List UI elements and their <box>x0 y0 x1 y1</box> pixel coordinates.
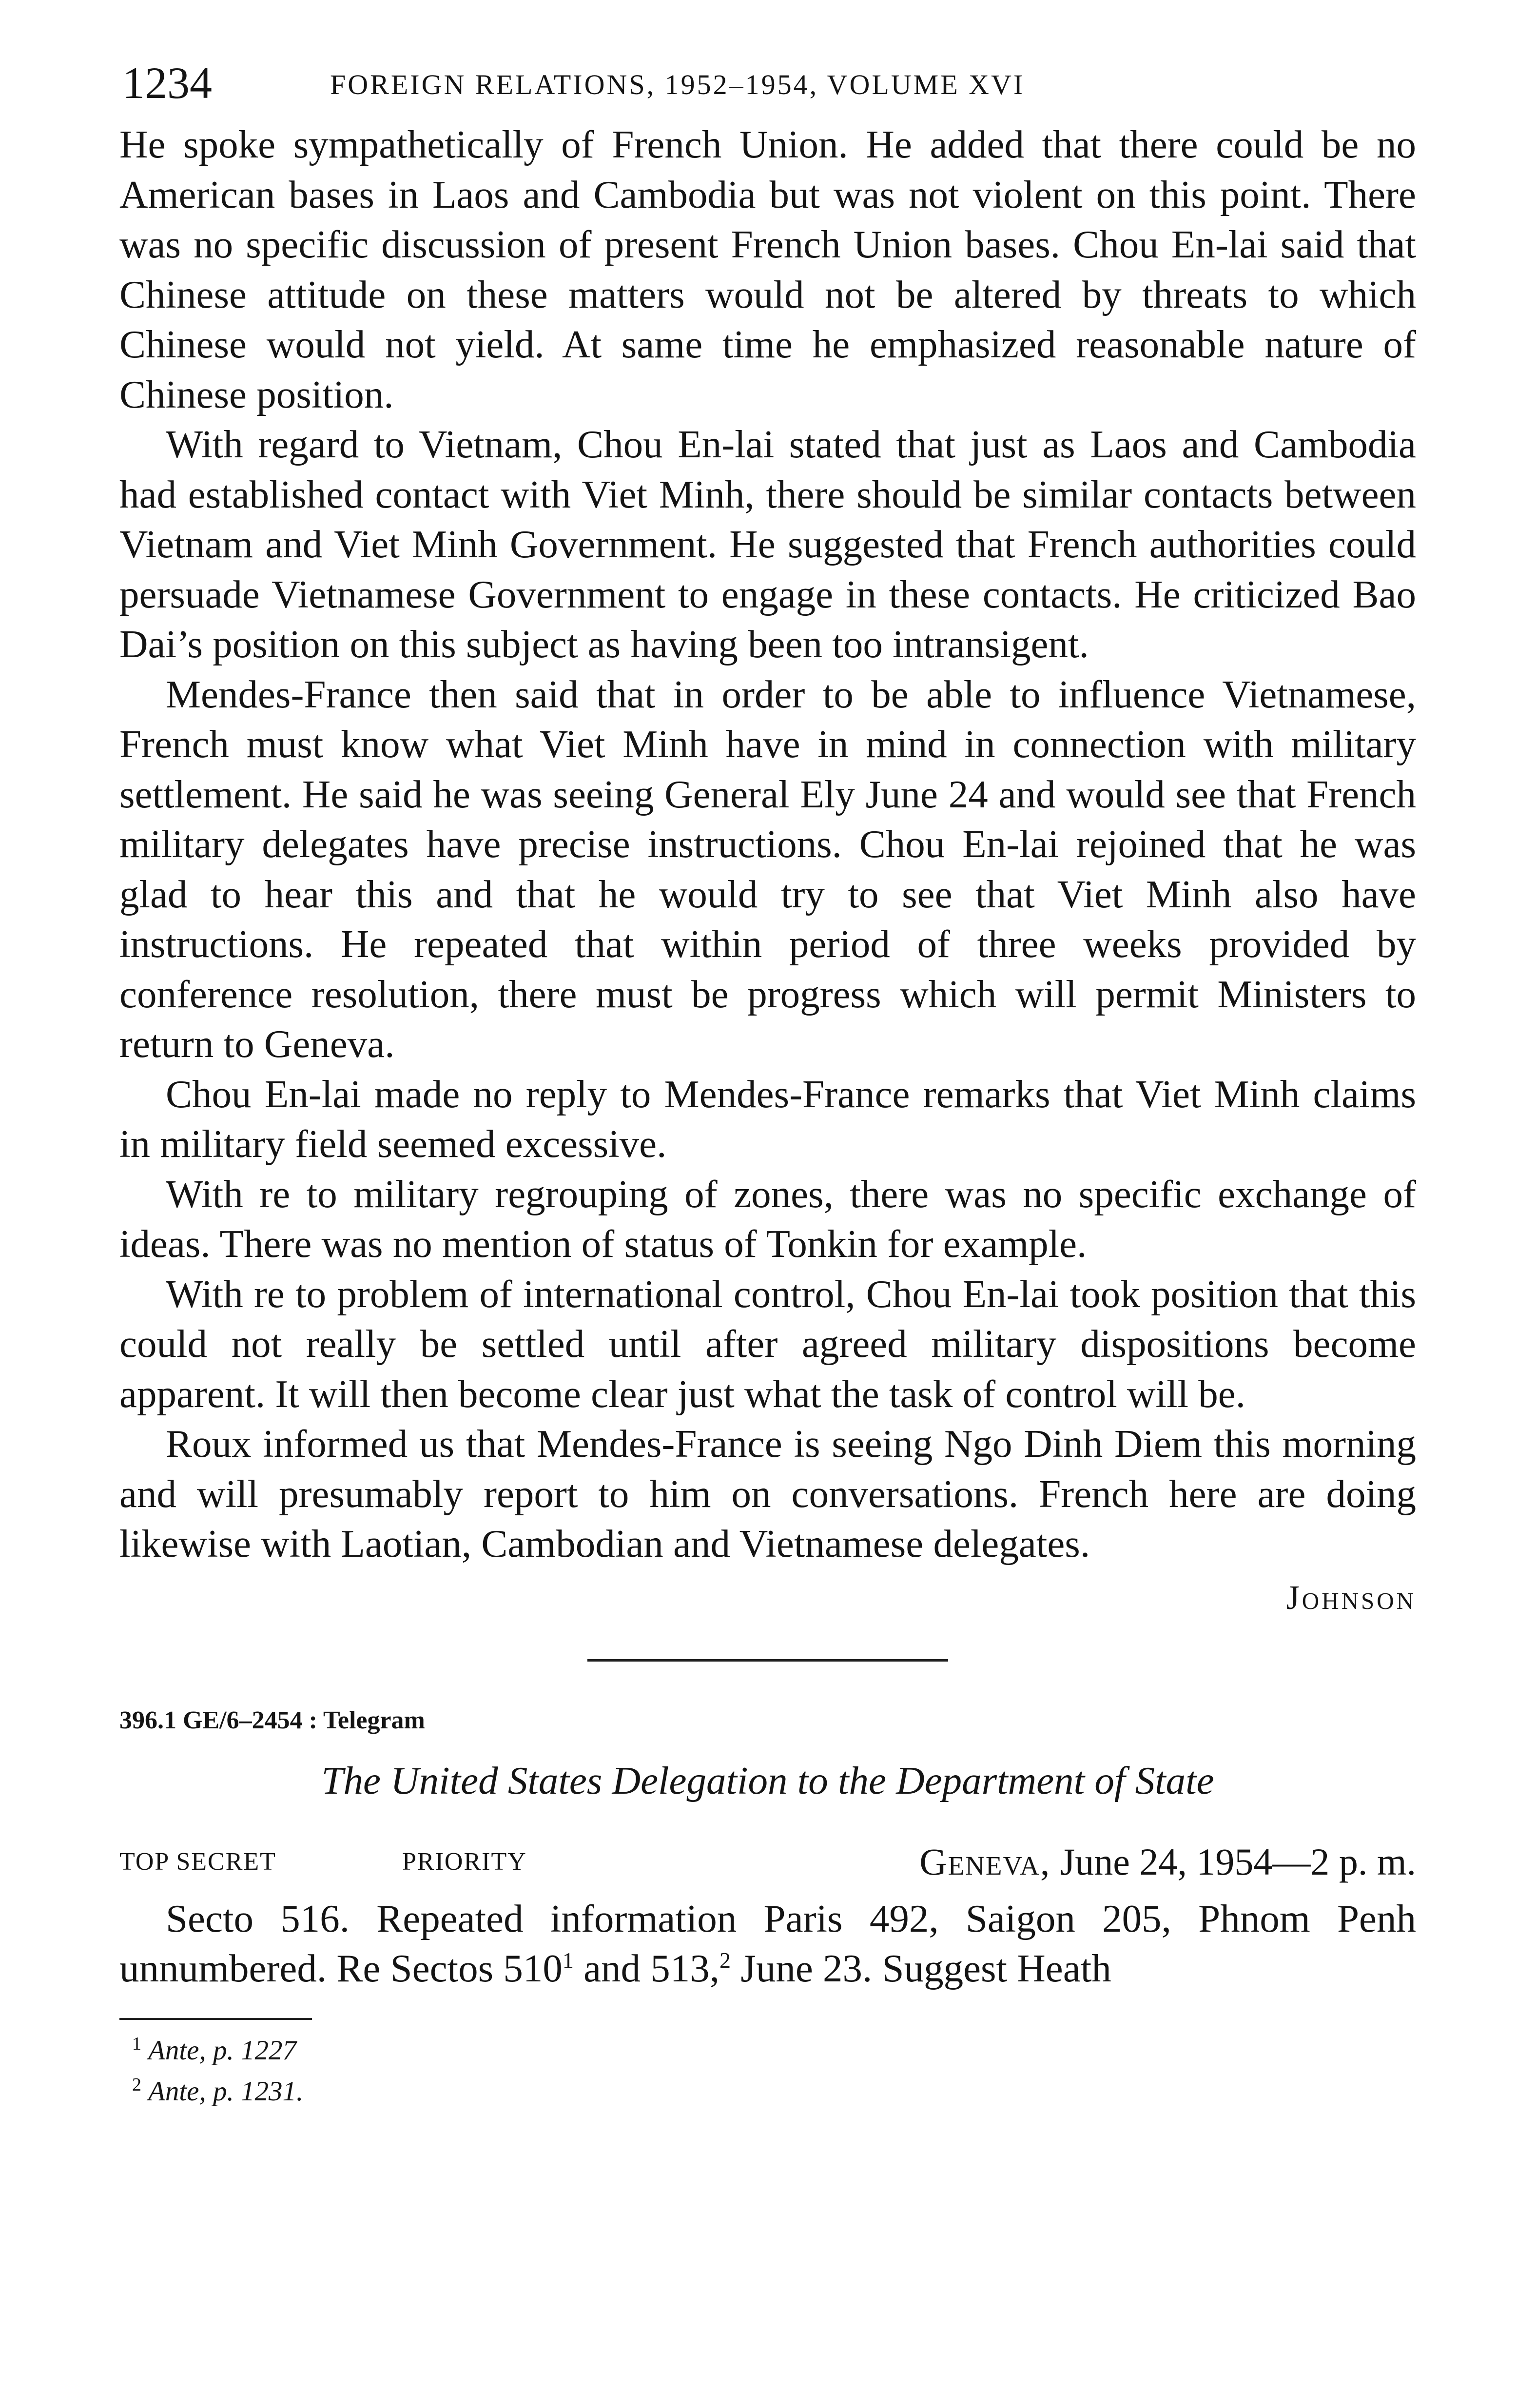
document-title: The United States Delegation to the Department of State <box>321 1758 1214 1802</box>
paragraph-6: With re to problem of international control, Chou En-lai took position that this could not really be settled until after agreed military dispositions become apparent. It will then become clear just what the task of control will be. <box>119 1272 1416 1416</box>
paragraph-3: Mendes-France then said that in order to be able to influence Vietnamese, French must know what Viet Minh have in mind in connection with military settlement. He said he was seeing General Ely June 24 and would see that French military delegates have precise instructions. Chou En-lai rejoined that he was glad to hear this and that he would try to see that Viet Minh also have instructions. He repeated that within period of three weeks provided by conference resolution, there must be progress which will permit Ministers to return to Geneva. <box>119 672 1416 1066</box>
page-number: 1234 <box>122 58 212 108</box>
footnote-number: 2 <box>132 2074 141 2095</box>
classification-line <box>119 1830 1416 1894</box>
paragraph-2: With regard to Vietnam, Chou En-lai stated that just as Laos and Cambodia had established contact with Viet Minh, there should be similar contacts between Vietnam and Viet Minh Government. He suggested that French authorities could persuade Vietnamese Government to engage in these contacts. He criticized Bao Dai’s position on this subject as having been too intransigent. <box>119 422 1416 666</box>
footnote-1 <box>132 2027 1416 2068</box>
footnote-ref-1: 1 <box>562 1948 574 1973</box>
date-label: June 24, 1954—2 p. m. <box>1060 1840 1416 1883</box>
classification-label: TOP SECRET <box>119 1847 276 1876</box>
paragraph-5: With re to military regrouping of zones, there was no specific exchange of ideas. There was no mention of status of Tonkin for example. <box>119 1172 1416 1266</box>
paragraph-4: Chou En-lai made no reply to Mendes-France remarks that Viet Minh claims in military field seemed excessive. <box>119 1072 1416 1166</box>
document-page <box>119 46 1416 2387</box>
telegram-body-text-3: June 23. Suggest Heath <box>731 1946 1111 1990</box>
footnote-text: Ante, p. 1231. <box>148 2075 304 2107</box>
footnotes <box>119 2027 1416 2109</box>
signature: Johnson <box>1286 1579 1416 1617</box>
section-divider <box>587 1659 948 1662</box>
footnote-2 <box>132 2068 1416 2109</box>
page-header <box>119 46 1416 119</box>
place-label: Geneva, <box>919 1840 1051 1883</box>
paragraph-1: He spoke sympathetically of French Union. He added that there could be no American bases in Laos and Cambodia but was not violent on this point. There was no specific discussion of present French Union bases. Chou En-lai said that Chinese attitude on these matters would not be altered by threats to which Chinese would not yield. At same time he emphasized reasonable nature of Chinese position. <box>119 122 1416 416</box>
precedence-label: PRIORITY <box>402 1847 527 1876</box>
footnote-ref-2: 2 <box>719 1948 731 1973</box>
footnote-number: 1 <box>132 2033 141 2054</box>
telegram-body-text-1: Secto 516. Repeated information Paris 492, Saigon 205, Phnom Penh unnumbered. Re Sectos 510 <box>119 1896 1416 1990</box>
place-date <box>919 1830 1416 1894</box>
telegram-body <box>119 1894 1416 1994</box>
paragraph-7: Roux informed us that Mendes-France is seeing Ngo Dinh Diem this morning and will presumably report to him on conversations. French here are doing likewise with Laotian, Cambodian and Vietnamese delegates. <box>119 1422 1416 1566</box>
footnote-text: Ante, p. 1227 <box>148 2035 296 2066</box>
footnote-divider <box>119 2018 312 2020</box>
file-reference: 396.1 GE/6–2454 : Telegram <box>119 1706 425 1734</box>
telegram-body-text-2: and 513, <box>573 1946 720 1990</box>
running-head: FOREIGN RELATIONS, 1952–1954, VOLUME XVI <box>330 69 1025 100</box>
